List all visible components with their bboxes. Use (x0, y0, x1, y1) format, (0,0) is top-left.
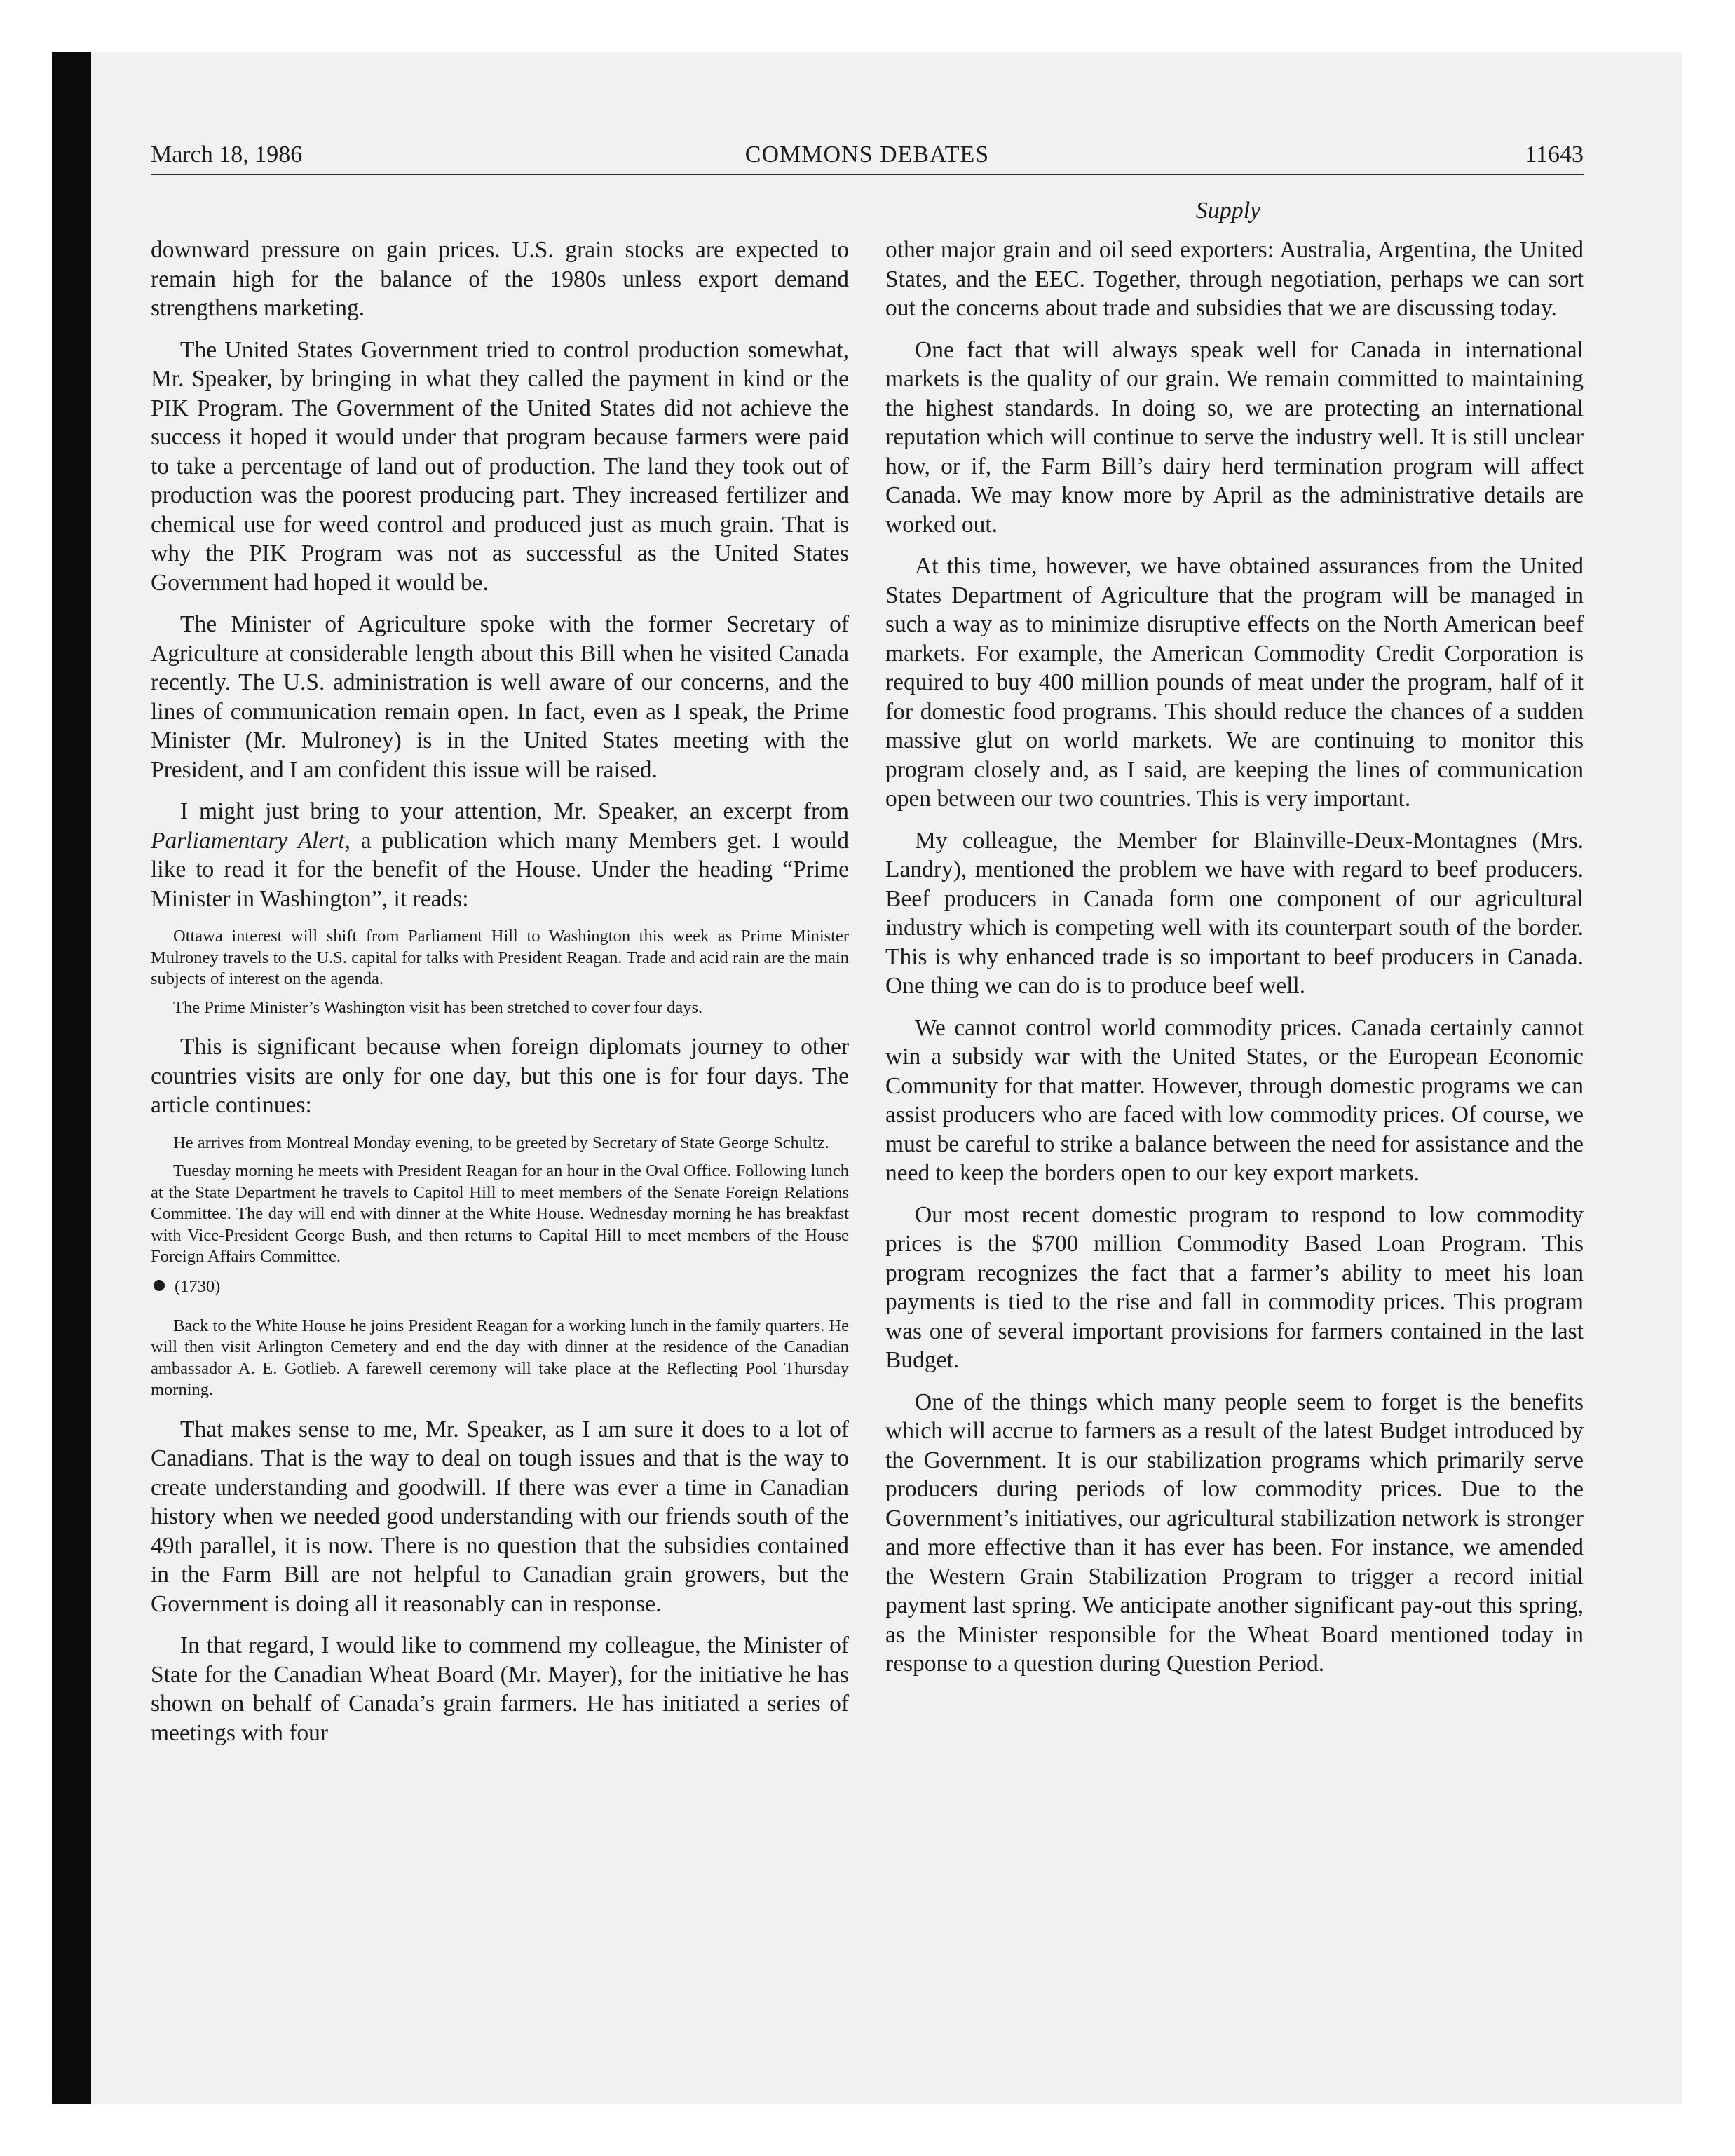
paragraph (151, 797, 849, 913)
header-title: COMMONS DEBATES (744, 142, 990, 168)
section-label: Supply (1195, 198, 1261, 224)
header-date: March 18, 1986 (151, 142, 303, 168)
bullet-icon (154, 1280, 165, 1291)
paragraph: Our most recent domestic program to respond to low commodity prices is the $700 million Commodity Based Loan Program. This program recognizes the fact that a farmer’s ability to meet his loan payments is tied to the rise and fall in commodity prices. This program was one of several important provisions for farmers contained in the last Budget. (885, 1201, 1584, 1373)
block-quote: The Prime Minister’s Washington visit has been stretched to cover four days. (173, 997, 703, 1017)
paragraph: The Minister of Agriculture spoke with the former Secretary of Agriculture at considerable length about this Bill when he visited Canada recently. The U.S. administration is well aware of our concerns, and the lines of communication remain open. In fact, even as I speak, the Prime Minister (Mr. Mulroney) is in the United States meeting with the President, and I am confident this issue will be raised. (151, 611, 849, 783)
header-rule (151, 174, 1584, 175)
paragraph: In that regard, I would like to commend my colleague, the Minister of State for the Canadian Wheat Board (Mr. Mayer), for the initiative he has shown on behalf of Canada’s grain farmers. He has initiated a series of meetings with four (151, 1632, 849, 1746)
header-page-number: 11643 (1525, 142, 1584, 168)
time-marker-text: (1730) (175, 1276, 221, 1296)
paragraph: One fact that will always speak well for Canada in international markets is the quality of our grain. We remain committed to maintaining the highest standards. In doing so, we are protecting an international reputation which will continue to serve the industry well. It is still unclear how, or if, the Farm Bill’s dairy herd termination program will affect Canada. We may know more by April as the administrative details are worked out. (885, 336, 1584, 538)
paragraph: The United States Government tried to control production somewhat, Mr. Speaker, by bringing in what they called the payment in kind or the PIK Program. The Government of the United States did not achieve the success it hoped it would under that program because farmers were paid to take a percentage of land out of production. The land they took out of production was the poorest producing part. They increased fertilizer and chemical use for weed control and produced just as much grain. That is why the PIK Program was not as successful as the United States Government had hoped it would be. (151, 336, 849, 596)
right-column (885, 236, 1584, 1691)
block-quote: Ottawa interest will shift from Parliament Hill to Washington this week as Prime Minister Mulroney travels to the U.S. capital for talks with President Reagan. Trade and acid rain are the main subjects of interest on the agenda. (151, 927, 849, 988)
paragraph: other major grain and oil seed exporters: Australia, Argentina, the United States, and the EEC. Together, through negotiation, perhaps we can sort out the concerns about trade and subsidies that we are discussing today. (885, 237, 1584, 321)
paragraph-text: , a publication which many Members get. I would like to read it for the benefit of the House. Under the heading “Prime Minister in Washington”, it reads: (151, 827, 849, 912)
paragraph: downward pressure on gain prices. U.S. grain stocks are expected to remain high for the balance of the 1980s unless export demand strengthens marketing. (151, 237, 849, 321)
publication-title: Parliamentary Alert (151, 827, 345, 854)
block-quote: He arrives from Montreal Monday evening, to be greeted by Secretary of State George Schultz. (173, 1133, 829, 1152)
paragraph-text: I might just bring to your attention, Mr. Speaker, an excerpt from (180, 798, 849, 824)
paragraph: That makes sense to me, Mr. Speaker, as I am sure it does to a lot of Canadians. That is the way to deal on tough issues and that is the way to create understanding and goodwill. If there was ever a time in Canadian history when we needed good understanding with our friends south of the 49th parallel, it is now. There is no question that the subsidies contained in the Farm Bill are not helpful to Canadian grain growers, but the Government is doing all it reasonably can in response. (151, 1416, 849, 1617)
block-quote: Back to the White House he joins President Reagan for a working lunch in the family quarters. He will then visit Arlington Cemetery and end the day with dinner at the residence of the Canadian ambassador A. E. Gotlieb. A farewell ceremony will take place at the Reflecting Pool Thursday morning. (151, 1316, 849, 1399)
paragraph: My colleague, the Member for Blainville-Deux-Montagnes (Mrs. Landry), mentioned the problem we have with regard to beef producers. Beef producers in Canada form one component of our agricultural industry which is competing well with its counterpart south of the border. This is why enhanced trade is so important to beef producers in Canada. One thing we can do is to produce beef well. (885, 827, 1584, 999)
paragraph: We cannot control world commodity prices. Canada certainly cannot win a subsidy war with the United States, or the European Economic Community for that matter. However, through domestic programs we can assist producers who are faced with low commodity prices. Of course, we must be careful to strike a balance between the need for assistance and the need to keep the borders open to our key export markets. (885, 1014, 1584, 1186)
paragraph: At this time, however, we have obtained assurances from the United States Department of Agriculture that the program will be managed in such a way as to minimize disruptive effects on the North American beef markets. For example, the American Commodity Credit Corporation is required to buy 400 million pounds of meat under the program, half of it for domestic food programs. This should reduce the chances of a sudden massive glut on world markets. We are continuing to monitor this program closely and, as I said, are keeping the lines of communication open between our two countries. This is very important. (885, 553, 1584, 812)
paragraph: This is significant because when foreign diplomats journey to other countries visits are only for one day, but this one is for four days. The article continues: (151, 1034, 849, 1118)
time-marker (151, 1276, 849, 1297)
running-header (151, 142, 1584, 178)
left-column (151, 236, 849, 1760)
block-quote: Tuesday morning he meets with President Reagan for an hour in the Oval Office. Following lunch at the State Department he travels to Capitol Hill to meet members of the Senate Foreign Relations Committee. The day will end with dinner at the White House. Wednesday morning he has breakfast with Vice-President George Bush, and then returns to Capital Hill to meet members of the House Foreign Affairs Committee. (151, 1161, 849, 1266)
paragraph: One of the things which many people seem to forget is the benefits which will accrue to farmers as a result of the latest Budget introduced by the Government. It is our stabilization programs which primarily serve producers during periods of low commodity prices. Due to the Government’s initiatives, our agricultural stabilization network is stronger and more effective than it has ever has been. For instance, we amended the Western Grain Stabilization Program to trigger a record initial payment last spring. We anticipate another significant pay-out this spring, as the Minister responsible for the Wheat Board mentioned today in response to a question during Question Period. (885, 1389, 1584, 1677)
